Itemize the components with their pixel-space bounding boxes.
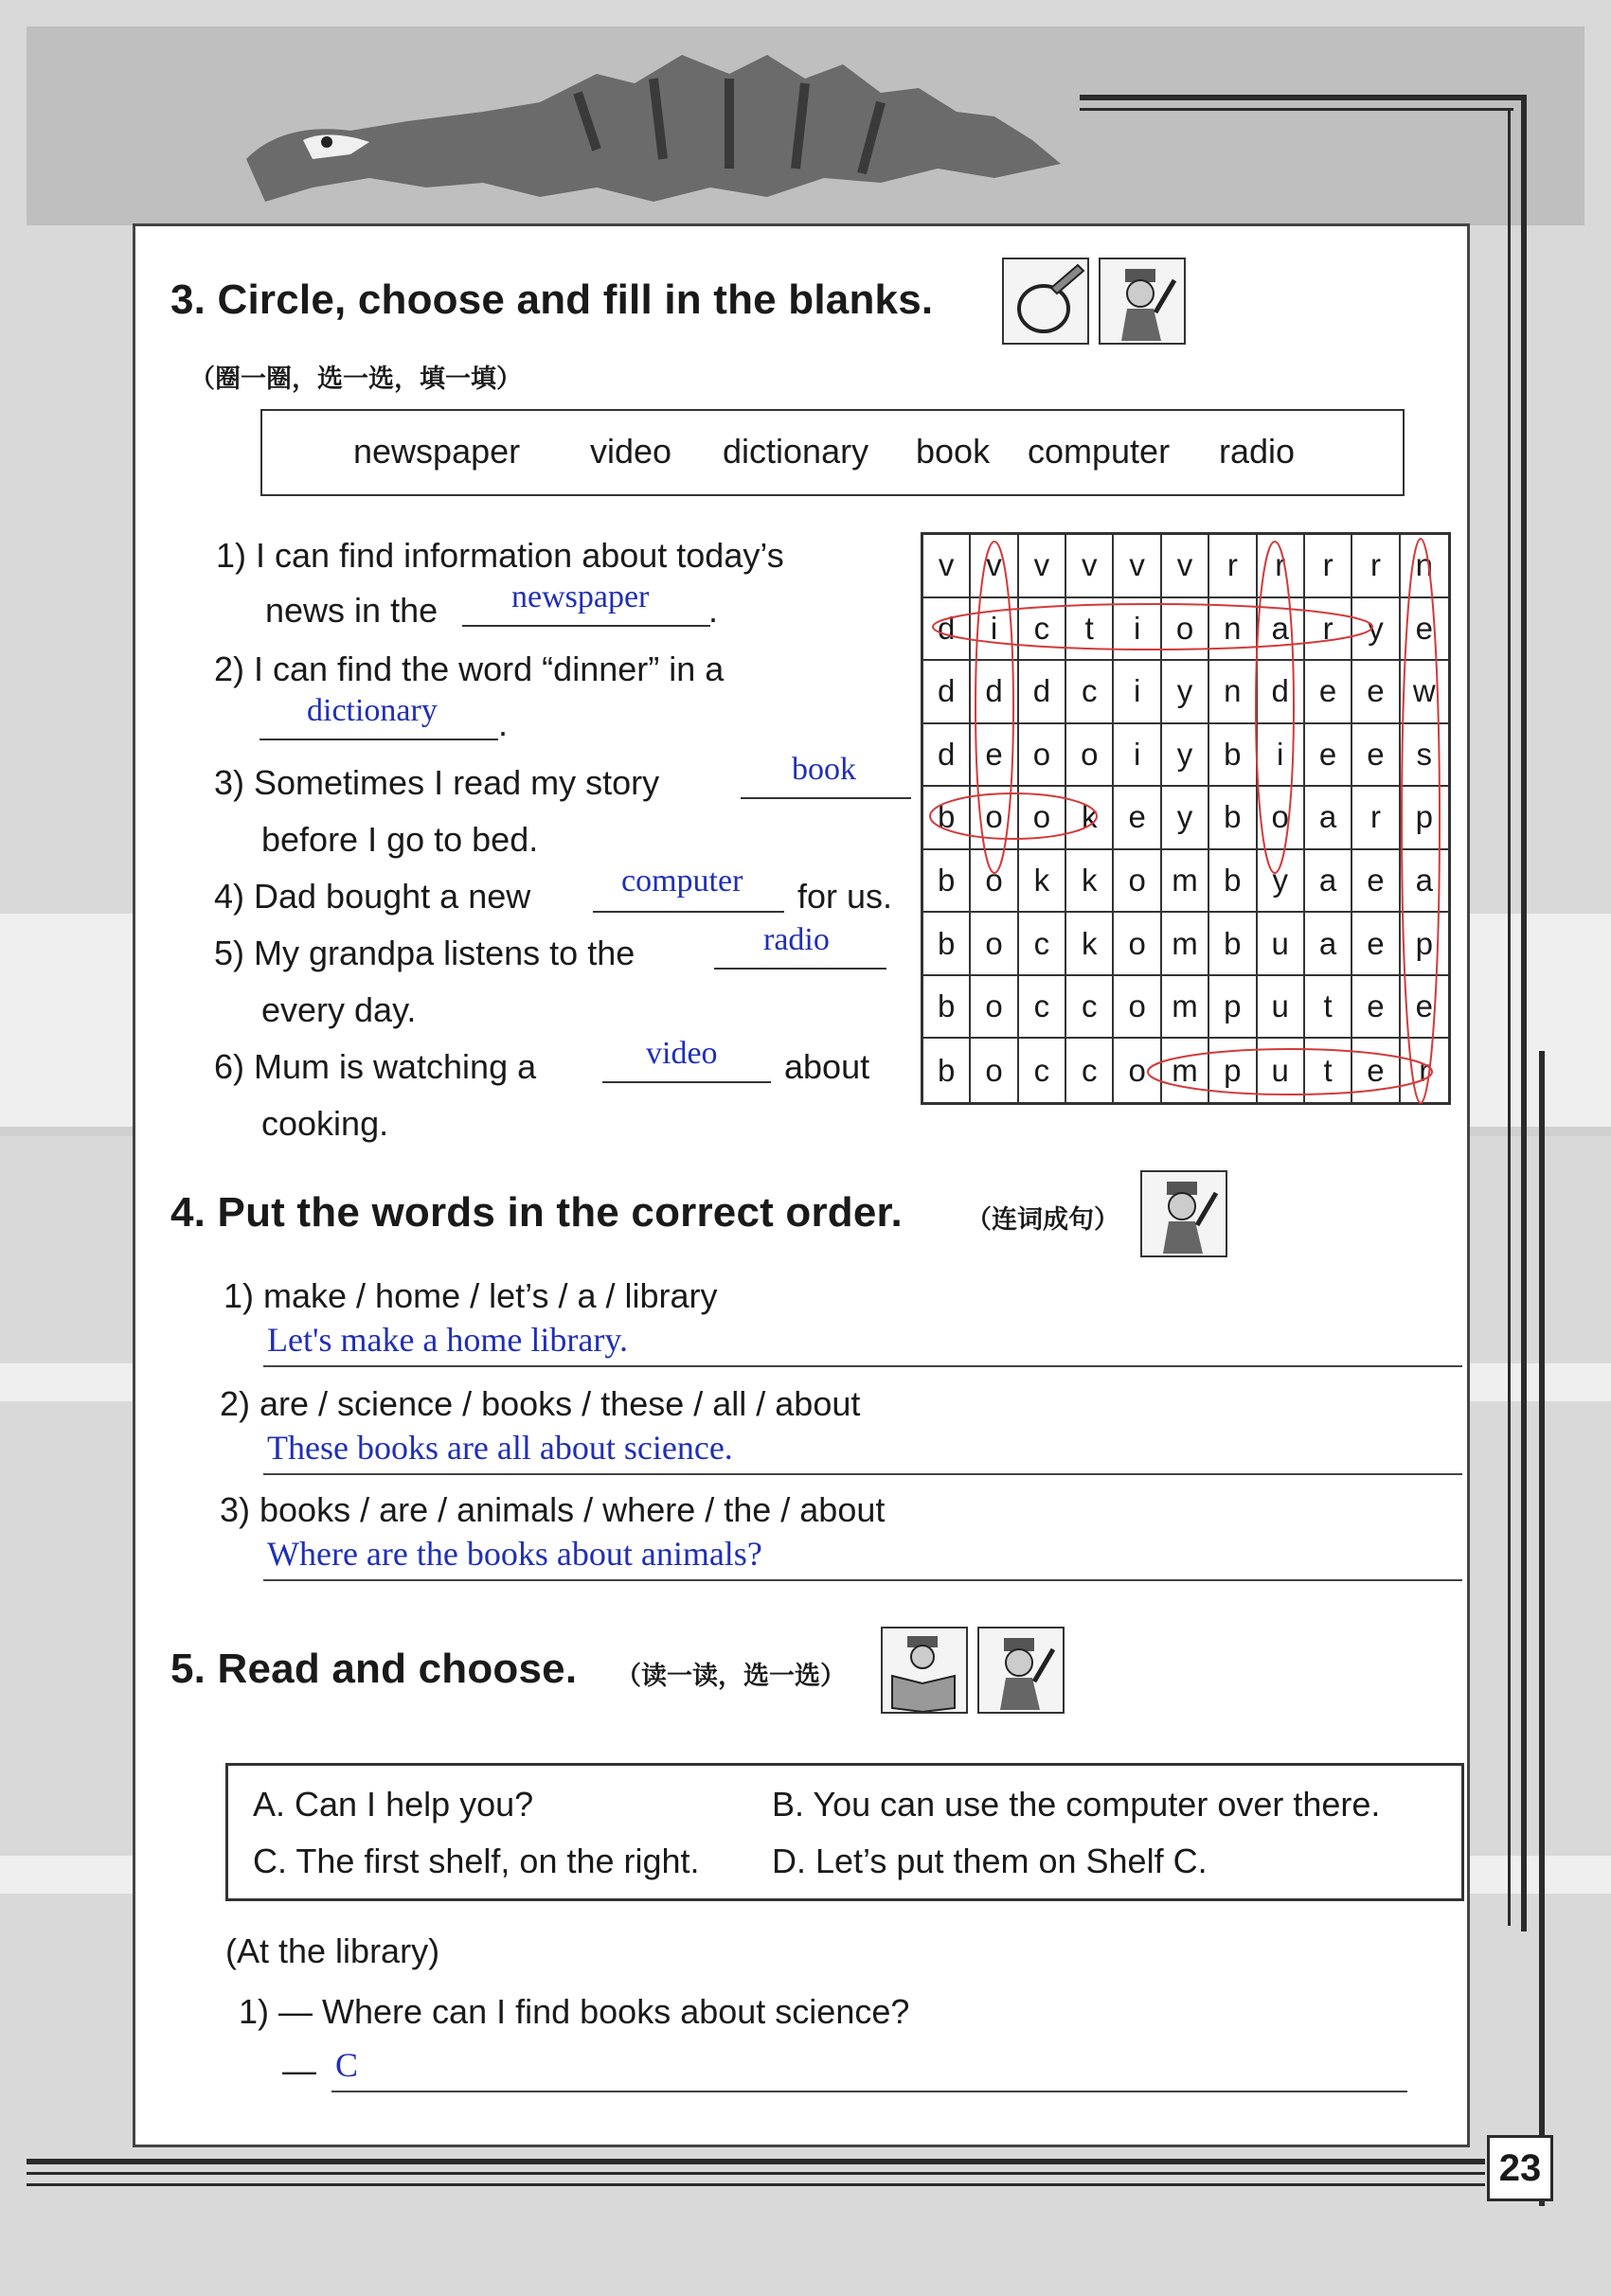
s3-item1-text: 1) I can find information about today’s	[216, 536, 784, 575]
grid-cell: t	[1066, 598, 1114, 662]
grid-cell: e	[1401, 598, 1448, 662]
grid-cell: o	[1114, 976, 1161, 1040]
frame-line	[1539, 1051, 1545, 2206]
grid-cell: r	[1305, 598, 1352, 662]
grid-cell: a	[1305, 850, 1352, 914]
word-bank-item: newspaper	[353, 432, 521, 471]
section4-title: 4. Put the words in the correct order.	[170, 1189, 903, 1236]
word-bank-item: dictionary	[723, 432, 869, 471]
grid-cell: v	[1162, 535, 1209, 598]
section3-title: 3. Circle, choose and fill in the blanks.	[170, 276, 934, 323]
grid-cell: v	[971, 535, 1018, 598]
grid-cell: o	[1019, 724, 1066, 788]
word-bank	[260, 409, 1405, 496]
grid-cell: k	[1019, 850, 1066, 914]
grid-cell: a	[1258, 598, 1305, 662]
grid-cell: r	[1305, 535, 1352, 598]
section5-title: 5. Read and choose.	[170, 1646, 578, 1692]
s3-item4-text: 4) Dad bought a new	[214, 877, 531, 916]
grid-cell: i	[1114, 661, 1161, 724]
grid-cell: i	[971, 598, 1018, 662]
s5-context: (At the library)	[225, 1931, 440, 1970]
grid-cell: p	[1401, 913, 1448, 976]
grid-cell: o	[1114, 913, 1161, 976]
s4-item1-answer: Let's make a home library.	[267, 1321, 629, 1359]
grid-cell: e	[1352, 724, 1400, 788]
grid-cell: p	[1209, 976, 1257, 1040]
grid-cell: c	[1066, 661, 1114, 724]
page-number: 23	[1487, 2135, 1553, 2201]
grid-cell: a	[1401, 850, 1448, 914]
grid-cell: o	[1019, 787, 1066, 850]
grid-cell: o	[971, 1039, 1018, 1102]
frame-line	[27, 2159, 1485, 2164]
grid-cell: d	[923, 724, 971, 788]
grid-cell: k	[1066, 913, 1114, 976]
grid-cell: a	[1305, 787, 1352, 850]
s3-item3-answer: book	[792, 752, 856, 787]
s3-item2-answer: dictionary	[307, 693, 438, 728]
grid-cell: y	[1162, 661, 1209, 724]
grid-cell: b	[1209, 787, 1257, 850]
grid-cell: v	[1019, 535, 1066, 598]
grid-cell: o	[971, 976, 1018, 1040]
grid-cell: o	[1066, 724, 1114, 788]
s3-item1-text: news in the	[265, 591, 439, 630]
grid-cell: y	[1162, 724, 1209, 788]
s3-item6-text: 6) Mum is watching a	[214, 1047, 537, 1086]
grid-cell: u	[1258, 1039, 1305, 1102]
grid-cell: v	[1066, 535, 1114, 598]
answer-blank	[260, 739, 498, 740]
s4-item1-prompt: 1) make / home / let’s / a / library	[224, 1276, 718, 1315]
s3-item4-answer: computer	[621, 863, 743, 899]
grid-cell: e	[1352, 1039, 1400, 1102]
section5-subtitle: （读一读，选一选）	[616, 1662, 846, 1690]
frame-line	[27, 2172, 1485, 2175]
frame-line	[1080, 108, 1513, 111]
option-c: C. The first shelf, on the right.	[253, 1842, 700, 1880]
s4-item2-prompt: 2) are / science / books / these / all / about	[220, 1384, 861, 1423]
frame-line	[1508, 108, 1511, 1926]
grid-cell: n	[1209, 598, 1257, 662]
answer-blank	[714, 968, 886, 970]
grid-cell: r	[1352, 787, 1400, 850]
grid-cell: o	[971, 787, 1018, 850]
s3-item2-text: .	[498, 704, 509, 743]
grid-cell: o	[1162, 598, 1209, 662]
grid-cell: r	[1258, 535, 1305, 598]
s3-item3-text: 3) Sometimes I read my story	[214, 763, 660, 802]
grid-cell: i	[1114, 724, 1161, 788]
frame-line	[1521, 95, 1527, 1931]
grid-cell: s	[1401, 724, 1448, 788]
frame-line	[1080, 95, 1527, 100]
grid-cell: o	[1258, 787, 1305, 850]
answer-blank	[602, 1081, 771, 1083]
s3-item6-text: cooking.	[261, 1104, 389, 1143]
choice-box	[225, 1763, 1464, 1901]
grid-cell: d	[971, 661, 1018, 724]
grid-cell: r	[1209, 535, 1257, 598]
grid-cell: m	[1162, 850, 1209, 914]
grid-cell: e	[1305, 724, 1352, 788]
grid-cell: i	[1258, 724, 1305, 788]
option-b: B. You can use the computer over there.	[772, 1785, 1381, 1824]
s3-item6-answer: video	[646, 1036, 718, 1071]
answer-line	[263, 1365, 1462, 1367]
grid-cell: e	[1352, 913, 1400, 976]
grid-cell: n	[1209, 661, 1257, 724]
reading-character-icon	[881, 1627, 968, 1714]
grid-cell: u	[1258, 913, 1305, 976]
grid-cell: r	[1419, 1052, 1430, 1088]
answer-line	[331, 2091, 1407, 2092]
grid-cell: c	[1019, 913, 1066, 976]
grid-cell: d	[923, 598, 971, 662]
grid-cell: c	[1066, 1039, 1114, 1102]
word-bank-item: radio	[1219, 432, 1296, 471]
grid-cell: e	[1352, 976, 1400, 1040]
grid-cell: e	[1401, 976, 1448, 1040]
character-icon	[977, 1627, 1065, 1714]
grid-cell: b	[923, 1039, 971, 1102]
s4-item3-prompt: 3) books / are / animals / where / the / about	[220, 1490, 886, 1529]
answer-blank	[593, 911, 784, 913]
grid-cell: n	[1401, 535, 1448, 598]
s3-item4-text: for us.	[797, 877, 893, 916]
grid-cell: c	[1019, 598, 1066, 662]
s3-item5-text: every day.	[261, 990, 417, 1029]
grid-cell: o	[971, 850, 1018, 914]
grid-cell: b	[1209, 913, 1257, 976]
grid-cell: c	[1019, 976, 1066, 1040]
grid-cell: b	[1209, 850, 1257, 914]
grid-cell: y	[1162, 787, 1209, 850]
grid-cell: y	[1352, 598, 1400, 662]
grid-cell: v	[1114, 535, 1161, 598]
grid-cell: a	[1305, 913, 1352, 976]
grid-cell: o	[1114, 850, 1161, 914]
grid-cell: b	[1209, 724, 1257, 788]
grid-cell: d	[1019, 661, 1066, 724]
s4-item2-answer: These books are all about science.	[267, 1429, 733, 1467]
dragon-illustration	[237, 36, 1070, 216]
grid-cell: m	[1162, 976, 1209, 1040]
grid-cell: e	[1114, 787, 1161, 850]
word-bank-item: computer	[1028, 432, 1171, 471]
s3-item1-answer: newspaper	[511, 579, 650, 614]
grid-cell: o	[1114, 1039, 1161, 1102]
word-bank-item: video	[590, 432, 672, 471]
section3-subtitle: （圈一圈，选一选，填一填）	[189, 365, 522, 393]
grid-cell: m	[1162, 913, 1209, 976]
grid-cell: d	[1258, 661, 1305, 724]
s4-item3-answer: Where are the books about animals?	[267, 1535, 762, 1573]
grid-cell: k	[1066, 850, 1114, 914]
character-icon	[1140, 1170, 1227, 1257]
grid-cell: w	[1401, 661, 1448, 724]
option-d: D. Let’s put them on Shelf C.	[772, 1842, 1208, 1880]
grid-cell: t	[1305, 976, 1352, 1040]
grid-cell: o	[971, 913, 1018, 976]
grid-cell: v	[923, 535, 971, 598]
s5-q1-answer: C	[335, 2046, 359, 2084]
grid-cell: b	[923, 976, 971, 1040]
answer-blank	[462, 625, 710, 627]
answer-line	[263, 1473, 1462, 1475]
grid-cell: e	[971, 724, 1018, 788]
pencil-circle-icon	[1002, 258, 1089, 345]
option-a: A. Can I help you?	[253, 1785, 534, 1824]
grid-cell: t	[1305, 1039, 1352, 1102]
s3-item2-text: 2) I can find the word “dinner” in a	[214, 650, 725, 688]
grid-cell: b	[923, 850, 971, 914]
grid-cell: b	[923, 913, 971, 976]
grid-cell: p	[1209, 1039, 1257, 1102]
grid-cell: r	[1352, 535, 1400, 598]
grid-cell: m	[1162, 1039, 1209, 1102]
s5-q1-dash: —	[282, 2051, 316, 2090]
grid-cell: b	[923, 787, 971, 850]
answer-line	[263, 1579, 1462, 1581]
answer-blank	[741, 797, 911, 799]
frame-line	[27, 2183, 1485, 2186]
grid-cell: k	[1066, 787, 1114, 850]
s3-item1-text: .	[708, 591, 719, 630]
s5-q1-question: 1) — Where can I find books about science?	[239, 1992, 910, 2031]
grid-cell: i	[1114, 598, 1161, 662]
s3-item6-text: about	[784, 1047, 870, 1086]
grid-cell: d	[923, 661, 971, 724]
grid-cell: e	[1352, 850, 1400, 914]
grid-cell: p	[1401, 787, 1448, 850]
s3-item5-answer: radio	[763, 922, 830, 957]
s3-item5-text: 5) My grandpa listens to the	[214, 934, 635, 972]
answer-circles	[921, 532, 1470, 1129]
grid-cell: e	[1352, 661, 1400, 724]
grid-cell: c	[1019, 1039, 1066, 1102]
word-bank-item: book	[916, 432, 991, 471]
character-icon	[1099, 258, 1186, 345]
grid-cell: u	[1258, 976, 1305, 1040]
grid-cell: y	[1258, 850, 1305, 914]
grid-cell: c	[1066, 976, 1114, 1040]
grid-cell: e	[1305, 661, 1352, 724]
section4-subtitle: （连词成句）	[966, 1205, 1119, 1234]
s3-item3-text: before I go to bed.	[261, 820, 539, 859]
